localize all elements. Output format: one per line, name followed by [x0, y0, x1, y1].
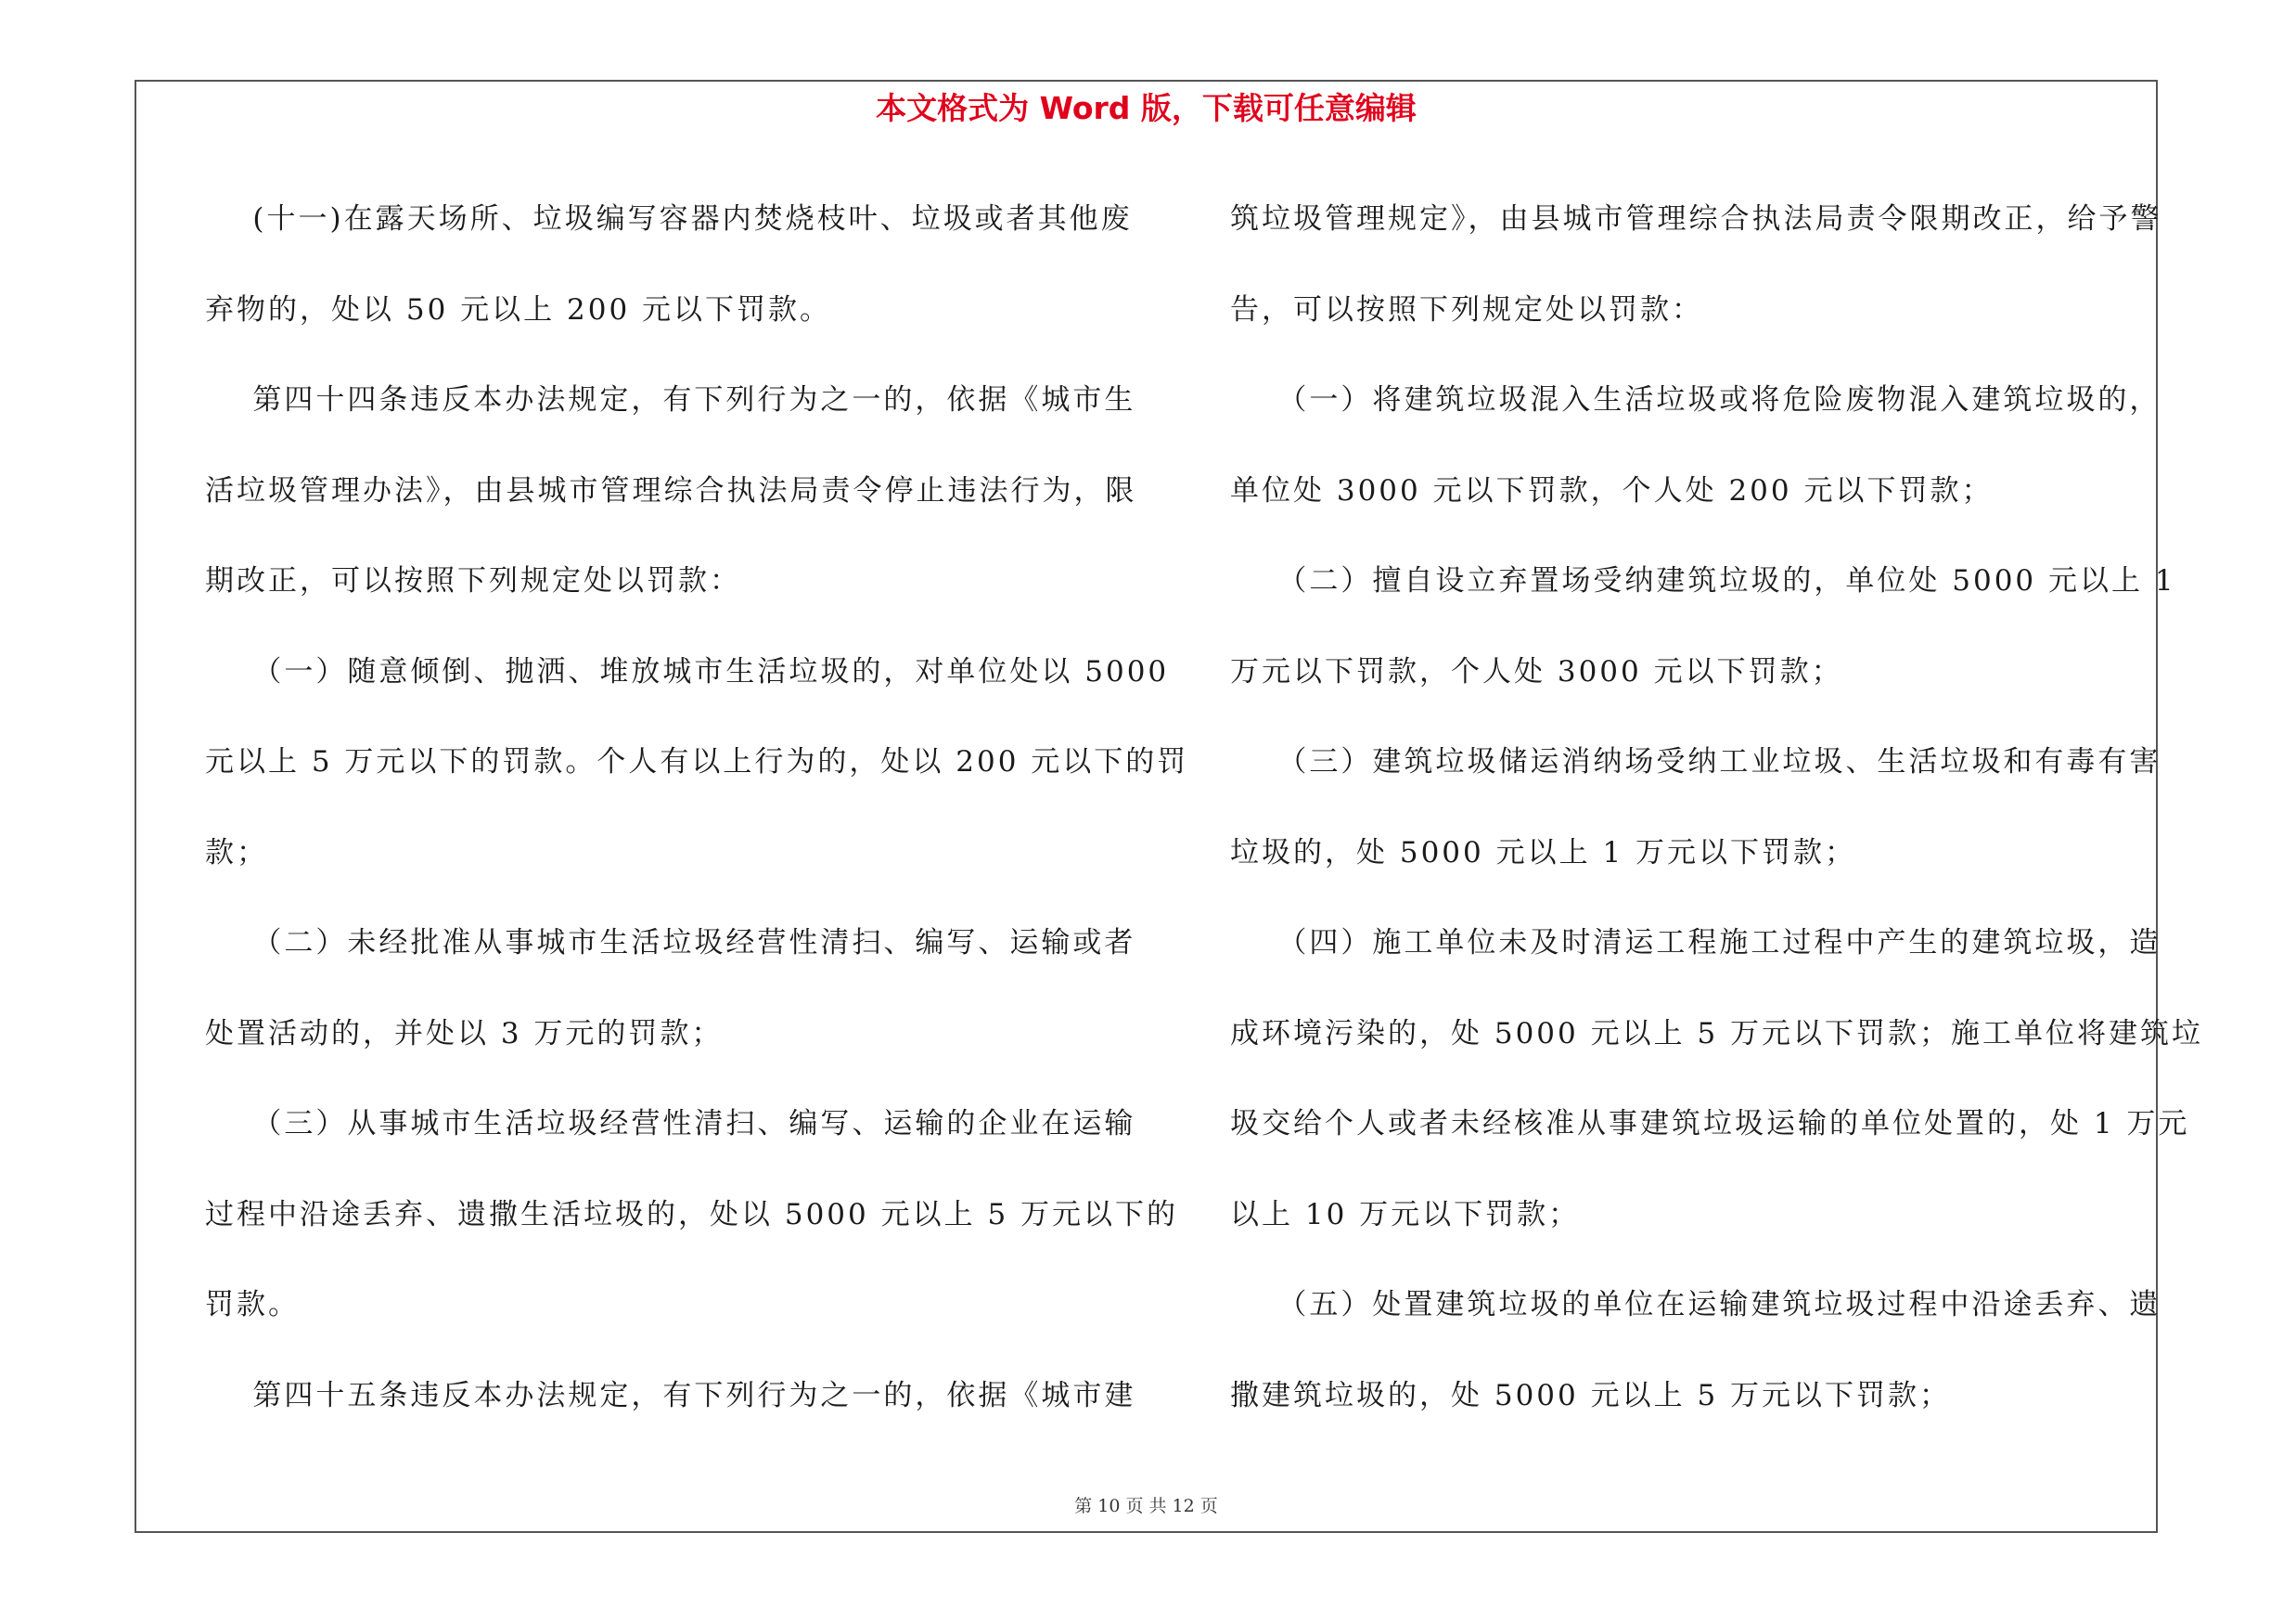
text-line: 圾交给个人或者未经核准从事建筑垃圾运输的单位处置的，处 1 万元	[1230, 1107, 2190, 1140]
text-line: 元以上 5 万元以下的罚款。个人有以上行为的，处以 200 元以下的罚	[205, 745, 1189, 779]
left-column	[205, 174, 1189, 1441]
text-line: 筑垃圾管理规定》，由县城市管理综合执法局责令限期改正，给予警	[1230, 202, 2162, 236]
right-column	[1230, 174, 2204, 1441]
text-line: （二）擅自设立弃置场受纳建筑垃圾的，单位处 5000 元以上 1	[1230, 564, 2176, 598]
text-line: 以上 10 万元以下罚款；	[1230, 1197, 1581, 1231]
text-line: （一）随意倾倒、抛洒、堆放城市生活垃圾的，对单位处以 5000	[205, 654, 1170, 689]
text-line: (十一)在露天场所、垃圾编写容器内焚烧枝叶、垃圾或者其他废	[205, 202, 1133, 236]
text-line: 垃圾的，处 5000 元以上 1 万元以下罚款；	[1230, 835, 1857, 869]
text-line: 过程中沿途丢弃、遗撒生活垃圾的，处以 5000 元以上 5 万元以下的	[205, 1197, 1179, 1231]
text-line: 款；	[205, 835, 268, 869]
text-line: 成环境污染的，处 5000 元以上 5 万元以下罚款；施工单位将建筑垃	[1230, 1016, 2204, 1050]
text-line: 第四十五条违反本办法规定，有下列行为之一的，依据《城市建	[205, 1378, 1136, 1412]
text-line: 撒建筑垃圾的，处 5000 元以上 5 万元以下罚款；	[1230, 1378, 1952, 1412]
text-line: 万元以下罚款，个人处 3000 元以下罚款；	[1230, 654, 1843, 689]
text-line: 第四十四条违反本办法规定，有下列行为之一的，依据《城市生	[205, 383, 1136, 417]
text-line: 活垃圾管理办法》，由县城市管理综合执法局责令停止违法行为，限	[205, 473, 1137, 508]
text-line: （一）将建筑垃圾混入生活垃圾或将危险废物混入建筑垃圾的，	[1230, 383, 2161, 417]
text-line: （四）施工单位未及时清运工程施工过程中产生的建筑垃圾，造	[1230, 926, 2161, 960]
text-line: 弃物的，处以 50 元以上 200 元以下罚款。	[205, 292, 832, 327]
text-line: 告，可以按照下列规定处以罚款：	[1230, 292, 1703, 327]
text-line: （三）从事城市生活垃圾经营性清扫、编写、运输的企业在运输	[205, 1107, 1136, 1140]
text-line: （二）未经批准从事城市生活垃圾经营性清扫、编写、运输或者	[205, 926, 1136, 960]
text-line: 期改正，可以按照下列规定处以罚款：	[205, 564, 741, 598]
page-banner: 本文格式为 Word 版，下载可任意编辑	[876, 90, 1417, 126]
text-line: （三）建筑垃圾储运消纳场受纳工业垃圾、生活垃圾和有毒有害	[1230, 745, 2161, 779]
text-line: 单位处 3000 元以下罚款，个人处 200 元以下罚款；	[1230, 473, 1994, 508]
page-number-footer: 第 10 页 共 12 页	[1074, 1496, 1218, 1516]
text-line: 罚款。	[205, 1288, 300, 1321]
text-line: （五）处置建筑垃圾的单位在运输建筑垃圾过程中沿途丢弃、遗	[1230, 1288, 2161, 1321]
text-line: 处置活动的，并处以 3 万元的罚款；	[205, 1016, 724, 1050]
